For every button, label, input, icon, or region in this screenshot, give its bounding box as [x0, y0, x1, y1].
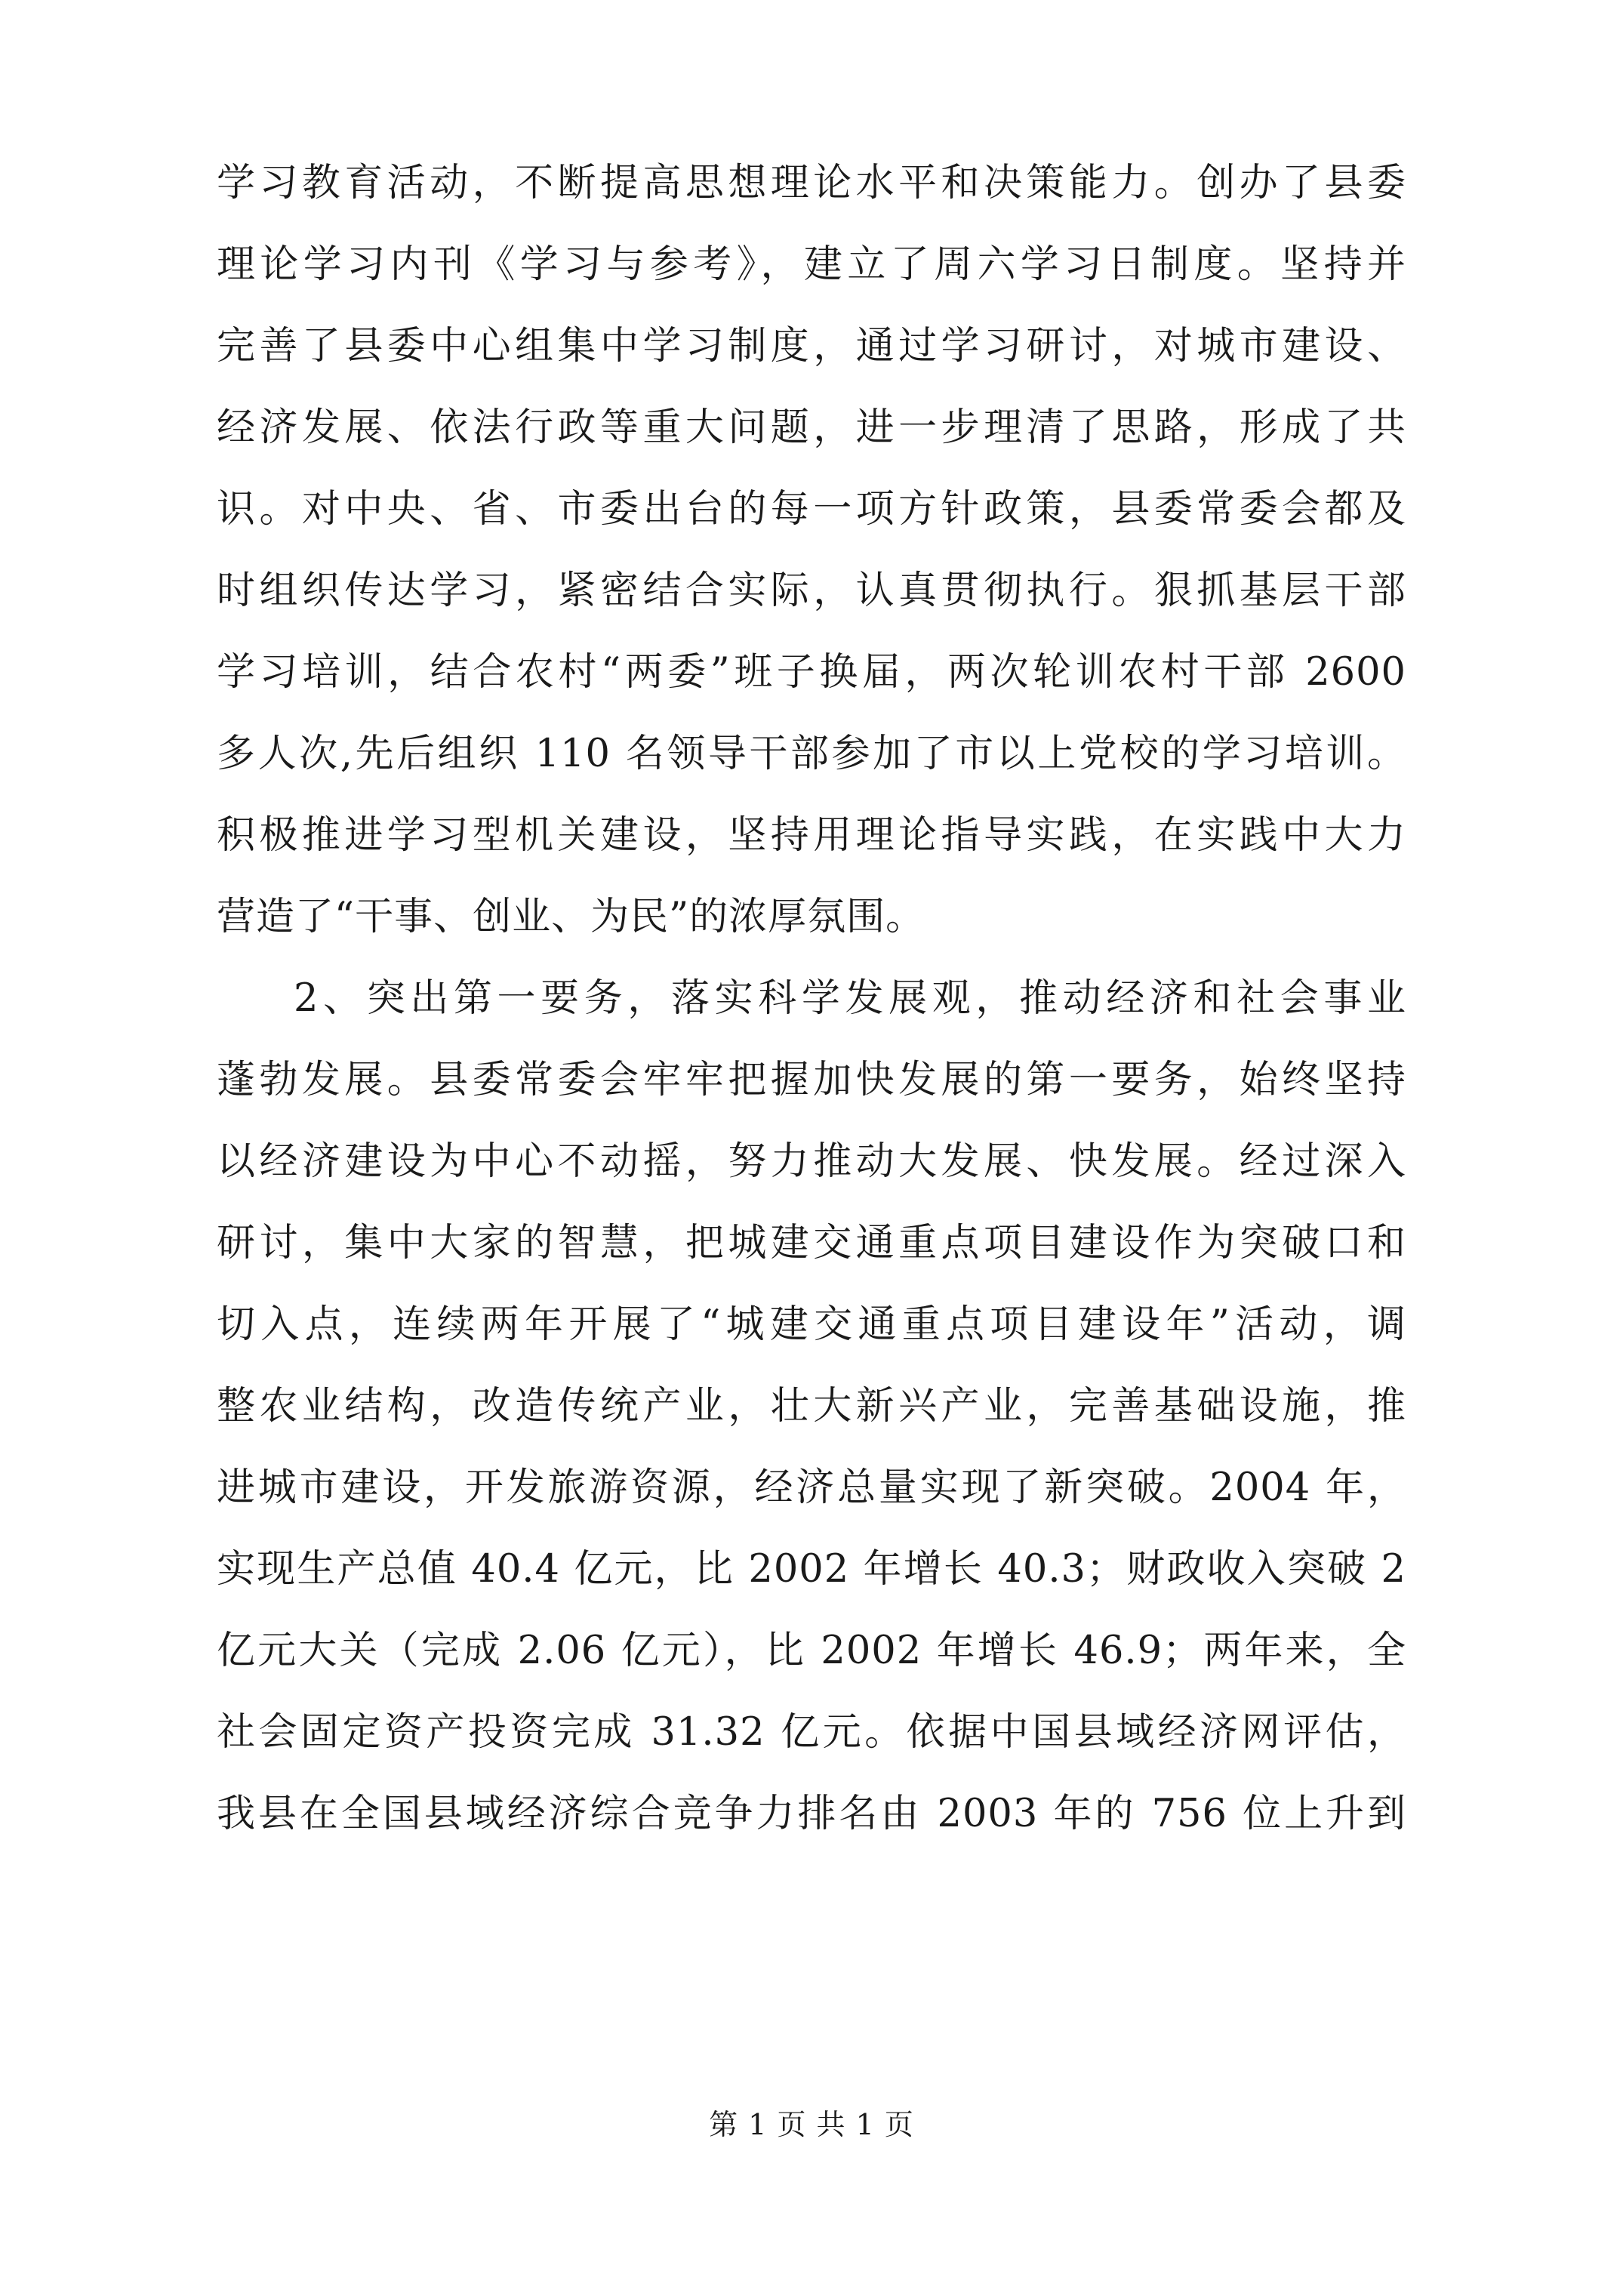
body-line-9: 积极推进学习型机关建设，坚持用理论指导实践，在实践中大力: [217, 813, 1406, 858]
body-line-10: 营造了“干事、创业、为民”的浓厚氛围。: [217, 895, 925, 939]
body-line-6: 时组织传达学习，紧密结合实际，认真贯彻执行。狠抓基层干部: [217, 569, 1406, 613]
paragraph-2-first-line: 2、突出第一要务，落实科学发展观，推动经济和社会事业: [294, 976, 1406, 1021]
body-line-2: 理论学习内刊《学习与参考》，建立了周六学习日制度。坚持并: [217, 242, 1406, 287]
body-line-15: 切入点，连续两年开展了“城建交通重点项目建设年”活动，调: [217, 1302, 1406, 1347]
body-line-4: 经济发展、依法行政等重大问题，进一步理清了思路，形成了共: [217, 405, 1406, 450]
body-line-20: 社会固定资产投资完成 31.32 亿元。依据中国县域经济网评估，: [217, 1710, 1406, 1755]
body-line-17: 进城市建设，开发旅游资源，经济总量实现了新突破。2004 年，: [217, 1465, 1406, 1510]
body-line-12: 蓬勃发展。县委常委会牢牢把握加快发展的第一要务，始终坚持: [217, 1058, 1406, 1102]
body-line-14: 研讨，集中大家的智慧，把城建交通重点项目建设作为突破口和: [217, 1221, 1406, 1265]
body-line-19: 亿元大关（完成 2.06 亿元），比 2002 年增长 46.9；两年来，全: [217, 1629, 1406, 1673]
body-line-21: 我县在全国县域经济综合竞争力排名由 2003 年的 756 位上升到: [217, 1792, 1406, 1836]
body-line-1: 学习教育活动，不断提高思想理论水平和决策能力。创办了县委: [217, 161, 1406, 205]
page-footer: 第 1 页 共 1 页: [709, 2108, 914, 2141]
body-line-3: 完善了县委中心组集中学习制度，通过学习研讨，对城市建设、: [217, 324, 1406, 368]
body-line-8: 多人次,先后组织 110 名领导干部参加了市以上党校的学习培训。: [217, 732, 1406, 776]
body-line-13: 以经济建设为中心不动摇，努力推动大发展、快发展。经过深入: [217, 1139, 1406, 1184]
body-line-16: 整农业结构，改造传统产业，壮大新兴产业，完善基础设施，推: [217, 1384, 1406, 1428]
body-line-18: 实现生产总值 40.4 亿元，比 2002 年增长 40.3；财政收入突破 2: [217, 1547, 1406, 1592]
body-line-7: 学习培训，结合农村“两委”班子换届，两次轮训农村干部 2600: [217, 650, 1406, 695]
body-line-5: 识。对中央、省、市委出台的每一项方针政策，县委常委会都及: [217, 487, 1406, 532]
